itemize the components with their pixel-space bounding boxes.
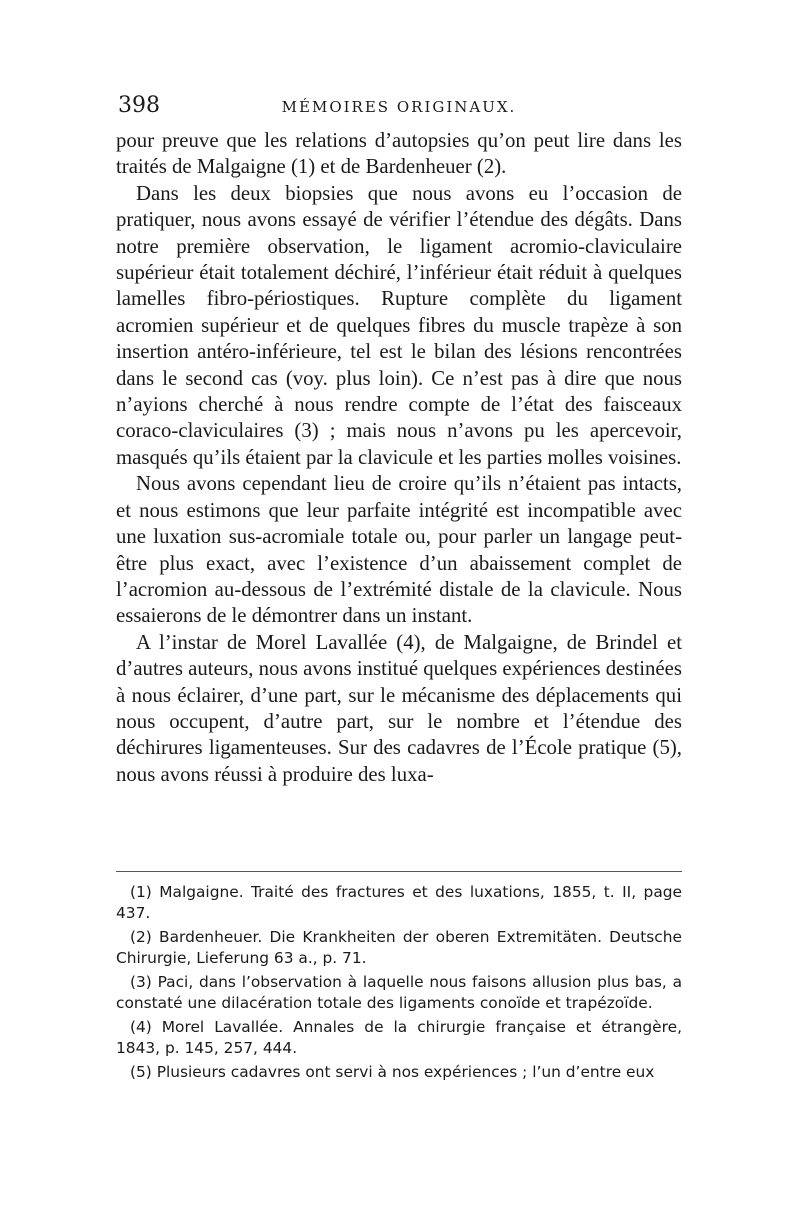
paragraph: pour preuve que les relations d’autopsies qu’on peut lire dans les traités de Malgaigne (1) et de Bardenheuer (2). (116, 129, 682, 179)
running-title: MÉMOIRES ORIGINAUX. (281, 98, 517, 116)
footnote: (2) Bardenheuer. Die Krankheiten der oberen Extremitäten. Deutsche Chirurgie, Lieferung 63 a., p. 71. (116, 928, 682, 967)
page-number: 398 (118, 93, 160, 118)
footnotes (116, 882, 682, 1087)
footnote: (1) Malgaigne. Traité des fractures et des luxations, 1855, t. II, page 437. (116, 883, 682, 922)
paragraph: A l’instar de Morel Lavallée (4), de Malgaigne, de Brindel et d’autres auteurs, nous avons institué quelques expériences destinées à nous éclairer, d’une part, sur le mécanisme des déplacements qui nous occupent, d’autre part, sur le nombre et l’étendue des déchirures ligamenteuses. Sur des cadavres de l’École pratique (5), nous avons réussi à produire des luxa- (116, 630, 682, 786)
page-header (118, 93, 680, 127)
footnote-divider (116, 871, 682, 872)
paragraph: Nous avons cependant lieu de croire qu’ils n’étaient pas intacts, et nous estimons que leur parfaite intégrité est incompatible avec une luxation sus-acromiale totale ou, pour parler un langage peut-être plus exact, avec l’existence d’un abaissement complet de l’acromion au-dessous de l’extrémité distale de la clavicule. Nous essaierons de le démontrer dans un instant. (116, 472, 682, 628)
footnote: (4) Morel Lavallée. Annales de la chirurgie française et étrangère, 1843, p. 145, 257, 444. (116, 1018, 682, 1057)
paragraph: Dans les deux biopsies que nous avons eu l’occasion de pratiquer, nous avons essayé de vérifier l’étendue des dégâts. Dans notre première observation, le ligament acromio-claviculaire supérieur était totalement déchiré, l’inférieur était réduit à quelques lamelles fibro-périostiques. Rupture complète du ligament acromien supérieur et de quelques fibres du muscle trapèze à son insertion antéro-inférieure, tel est le bilan des lésions rencontrées dans le second cas (voy. plus loin). Ce n’est pas à dire que nous n’ayions cherché à nous rendre compte de l’état des faisceaux coraco-claviculaires (3) ; mais nous n’avons pu les apercevoir, masqués qu’ils étaient par la clavicule et les parties molles voisines. (116, 181, 682, 469)
footnote: (5) Plusieurs cadavres ont servi à nos expériences ; l’un d’entre eux (130, 1063, 655, 1081)
footnote: (3) Paci, dans l’observation à laquelle nous faisons allusion plus bas, a constaté une dilacération totale des ligaments conoïde et trapézoïde. (116, 973, 682, 1012)
main-text (116, 128, 682, 788)
